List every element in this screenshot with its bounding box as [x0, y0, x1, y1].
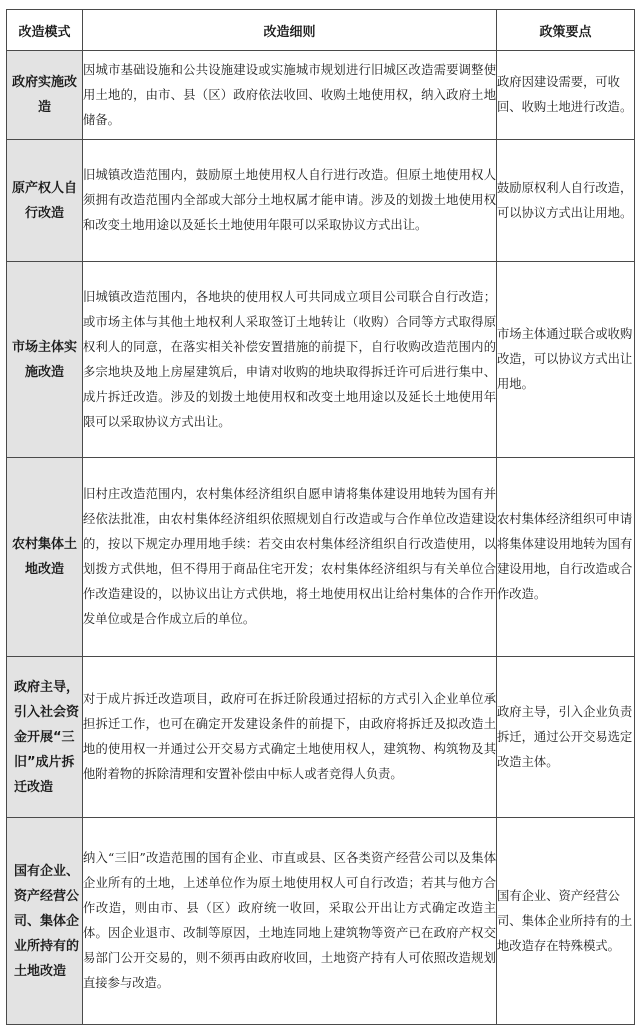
policy-point-cell: 农村集体经济组织可申请将集体建设用地转为国有建设用地，自行改造或合作改造。: [497, 458, 635, 657]
table-row: [7, 657, 635, 818]
mode-cell: 政府实施改造: [7, 51, 83, 140]
policy-point-cell: 政府因建设需要，可收回、收购土地进行改造。: [497, 51, 635, 140]
policy-point-cell: 市场主体通过联合或收购改造，可以协议方式出让用地。: [497, 262, 635, 458]
detail-cell: 旧村庄改造范围内，农村集体经济组织自愿申请将集体建设用地转为国有并经依法批准，由农村集体经济组织依照规划自行改造或与合作单位改造建设的，按以下规定办理用地手续：若交由农村集体经济组织自行改造使用，以划拨方式供地，但不得用于商品住宅开发；农村集体经济组织与有关单位合作改造建设的，以协议出让方式供地，将土地使用权出让给村集体的合作开发单位或是合作成立后的单位。: [83, 458, 497, 657]
policy-point-cell: 鼓励原权利人自行改造，可以协议方式出让用地。: [497, 140, 635, 262]
detail-cell: 对于成片拆迁改造项目，政府可在拆迁阶段通过招标的方式引入企业单位承担拆迁工作，也可在确定开发建设条件的前提下，由政府将拆迁及拟改造土地的使用权一并通过公开交易方式确定土地使用权人，建筑物、构筑物及其他附着物的拆除清理和安置补偿由中标人或者竞得人负责。: [83, 657, 497, 818]
header-mode: 改造模式: [7, 10, 83, 51]
table-row: [7, 458, 635, 657]
detail-cell: 旧城镇改造范围内，鼓励原土地使用权人自行进行改造。但原土地使用权人须拥有改造范围内全部或大部分土地权属才能申请。涉及的划拨土地使用权和改变土地用途以及延长土地使用年限可以采取协议方式出让。: [83, 140, 497, 262]
renovation-policy-table: [6, 9, 635, 1025]
header-detail: 改造细则: [83, 10, 497, 51]
detail-cell: 因城市基础设施和公共设施建设或实施城市规划进行旧城区改造需要调整使用土地的，由市、县（区）政府依法收回、收购土地使用权，纳入政府土地储备。: [83, 51, 497, 140]
detail-cell: 纳入“三旧”改造范围的国有企业、市直或县、区各类资产经营公司以及集体企业所有的土地，上述单位作为原土地使用权人可自行改造；若其与他方合作改造，则由市、县（区）政府统一收回，采取公开出让方式确定改造主体。因企业退市、改制等原因，土地连同地上建筑物等资产已在政府产权交易部门公开交易的，则不须再由政府收回，土地资产持有人可依照改造规划直接参与改造。: [83, 818, 497, 1025]
table-row: [7, 140, 635, 262]
header-row: [7, 10, 635, 51]
policy-point-cell: 政府主导，引入企业负责拆迁，通过公开交易选定改造主体。: [497, 657, 635, 818]
table-row: [7, 818, 635, 1025]
mode-cell: 国有企业、资产经营公司、集体企业所持有的土地改造: [7, 818, 83, 1025]
mode-cell: 政府主导，引入社会资金开展“三旧”成片拆迁改造: [7, 657, 83, 818]
policy-point-cell: 国有企业、资产经营公司、集体企业所持有的土地改造存在特殊模式。: [497, 818, 635, 1025]
table-row: [7, 51, 635, 140]
table-row: [7, 262, 635, 458]
detail-cell: 旧城镇改造范围内，各地块的使用权人可共同成立项目公司联合自行改造；或市场主体与其他土地权利人采取签订土地转让（收购）合同等方式取得原权利人的同意，在落实相关补偿安置措施的前提下，自行收购改造范围内的多宗地块及地上房屋建筑后，申请对收购的地块取得拆迁许可后进行集中、成片拆迁改造。涉及的划拨土地使用权和改变土地用途以及延长土地使用年限可以采取协议方式出让。: [83, 262, 497, 458]
header-point: 政策要点: [497, 10, 635, 51]
mode-cell: 农村集体土地改造: [7, 458, 83, 657]
mode-cell: 原产权人自行改造: [7, 140, 83, 262]
mode-cell: 市场主体实施改造: [7, 262, 83, 458]
